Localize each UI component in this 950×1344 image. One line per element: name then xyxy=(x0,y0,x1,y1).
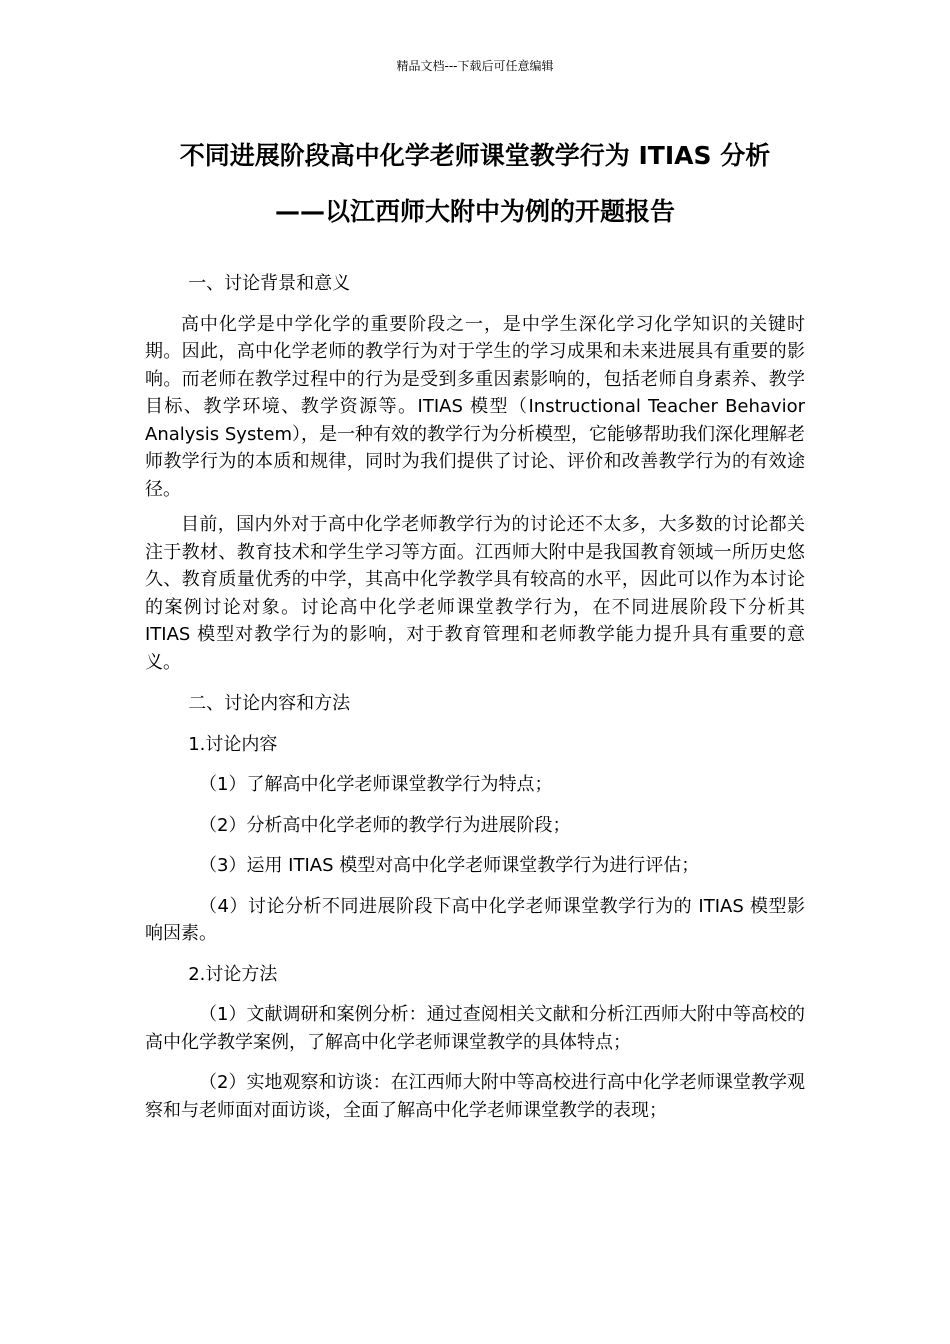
paragraph-background-1: 高中化学是中学化学的重要阶段之一，是中学生深化学习化学知识的关键时期。因此，高中化学老师的教学行为对于学生的学习成果和未来进展具有重要的影响。而老师在教学过程中的行为是受到多重因素影响的，包括老师自身素养、教学目标、教学环境、教学资源等。ITIAS 模型（Instructional Teacher Behavior Analysis System），是一种有效的教学行为分析模型，它能够帮助我们深化理解老师教学行为的本质和规律，同时为我们提供了讨论、评价和改善教学行为的有效途径。 xyxy=(145,313,806,500)
list-item-method-2: （2）实地观察和访谈：在江西师大附中等高校进行高中化学老师课堂教学观察和与老师面对面访谈，全面了解高中化学老师课堂教学的表现； xyxy=(145,1072,805,1121)
document-title-line-1: 不同进展阶段高中化学老师课堂教学行为 ITIAS 分析 xyxy=(179,141,771,170)
page-header: 精品文档---下载后可任意编辑 xyxy=(396,59,554,73)
document-title-line-2: ——以江西师大附中为例的开题报告 xyxy=(274,197,675,226)
document-body xyxy=(145,270,805,1137)
list-item-content-1: （1）了解高中化学老师课堂教学行为特点； xyxy=(199,774,553,795)
section-heading-background: 一、讨论背景和意义 xyxy=(188,273,351,294)
list-item-content-3: （3）运用 ITIAS 模型对高中化学老师课堂教学行为进行评估； xyxy=(199,855,700,876)
paragraph-background-2: 目前，国内外对于高中化学老师教学行为的讨论还不太多，大多数的讨论都关注于教材、教育技术和学生学习等方面。江西师大附中是我国教育领域一所历史悠久、教育质量优秀的中学，其高中化学教学具有较高的水平，因此可以作为本讨论的案例讨论对象。讨论高中化学老师课堂教学行为，在不同进展阶段下分析其 ITIAS 模型对教学行为的影响，对于教育管理和老师教学能力提升具有重要的意义。 xyxy=(145,514,805,673)
list-item-content-2: （2）分析高中化学老师的教学行为进展阶段； xyxy=(199,814,571,836)
subheading-research-methods: 2.讨论方法 xyxy=(188,963,278,985)
list-item-content-4: （4）讨论分析不同进展阶段下高中化学老师课堂教学行为的 ITIAS 模型影响因素。 xyxy=(145,895,805,944)
section-heading-content-methods: 二、讨论内容和方法 xyxy=(188,693,351,714)
subheading-research-content: 1.讨论内容 xyxy=(188,733,278,755)
list-item-method-1: （1）文献调研和案例分析：通过查阅相关文献和分析江西师大附中等高校的高中化学教学案例，了解高中化学老师课堂教学的具体特点； xyxy=(145,1004,805,1053)
